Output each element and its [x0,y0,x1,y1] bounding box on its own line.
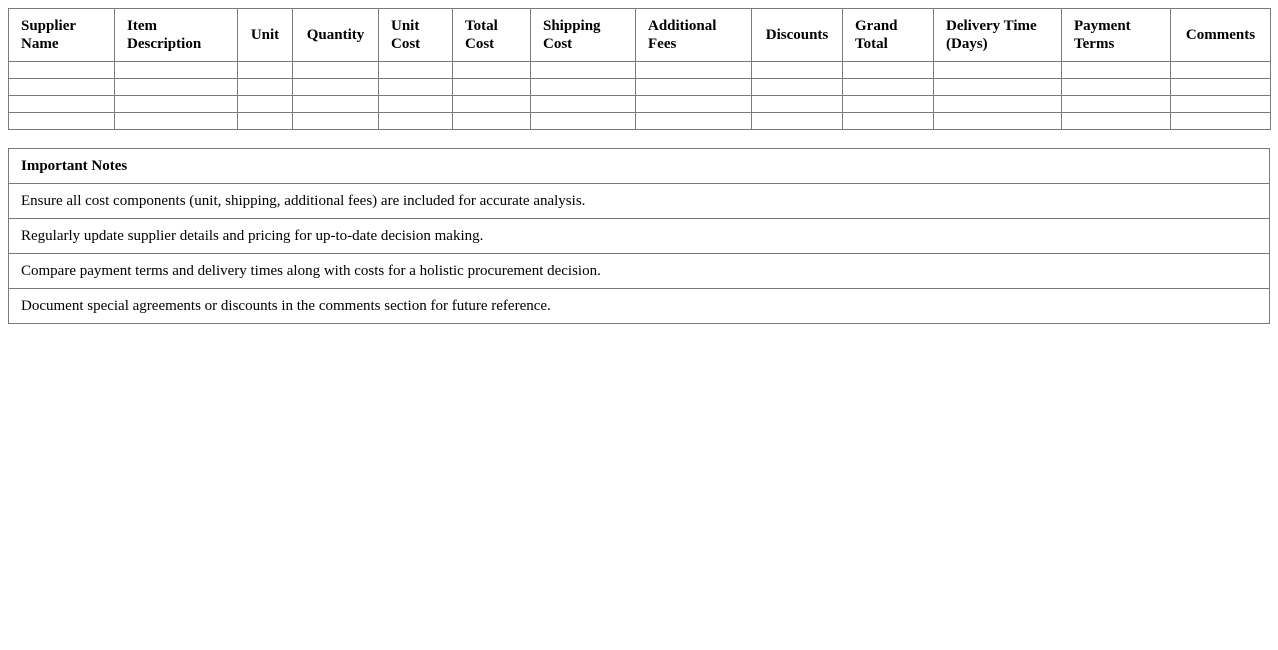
column-header-line: Cost [391,36,421,52]
column-header-line: Cost [543,36,573,52]
column-header [934,9,1062,62]
column-header-line: Unit [391,18,420,34]
table-cell[interactable] [1062,79,1171,96]
column-header [238,9,293,62]
column-header-line: Unit [250,27,280,43]
table-cell[interactable] [636,79,752,96]
note-item: Ensure all cost components (unit, shipping, additional fees) are included for accurate analysis. [9,184,1270,219]
table-cell[interactable] [636,96,752,113]
table-cell[interactable] [238,113,293,130]
column-header-line: Supplier [21,18,77,34]
table-cell[interactable] [293,96,379,113]
cost-comparison-table [8,8,1271,130]
table-cell[interactable] [238,96,293,113]
note-row [9,289,1270,324]
note-item: Compare payment terms and delivery times along with costs for a holistic procurement decision. [9,254,1270,289]
table-cell[interactable] [379,79,453,96]
note-row [9,254,1270,289]
table-row [9,96,1271,113]
column-header-line: Total [465,18,498,34]
column-header [1062,9,1171,62]
column-header-line: Total [855,36,888,52]
column-header [843,9,934,62]
table-cell[interactable] [531,113,636,130]
table-cell[interactable] [293,113,379,130]
table-cell[interactable] [115,113,238,130]
column-header [752,9,843,62]
table-cell[interactable] [934,96,1062,113]
column-header [293,9,379,62]
table-cell[interactable] [752,79,843,96]
column-header-line: Additional [648,18,717,34]
column-header-line: (Days) [946,36,988,52]
column-header-line: Comments [1185,27,1256,43]
table-cell[interactable] [934,79,1062,96]
table-cell[interactable] [293,62,379,79]
table-cell[interactable] [636,62,752,79]
column-header-line: Cost [465,36,495,52]
note-item: Document special agreements or discounts in the comments section for future reference. [9,289,1270,324]
table-cell[interactable] [9,79,115,96]
column-header-line: Terms [1074,36,1115,52]
column-header-line: Quantity [306,27,365,43]
table-body [9,62,1271,130]
table-cell[interactable] [9,96,115,113]
table-cell[interactable] [1062,96,1171,113]
column-header-line: Description [127,36,202,52]
table-cell[interactable] [379,62,453,79]
table-cell[interactable] [453,96,531,113]
column-header-line: Payment [1074,18,1131,34]
table-row [9,79,1271,96]
table-cell[interactable] [934,62,1062,79]
table-cell[interactable] [843,62,934,79]
table-cell[interactable] [934,113,1062,130]
table-cell[interactable] [379,113,453,130]
table-cell[interactable] [1062,62,1171,79]
table-cell[interactable] [1171,113,1271,130]
table-cell[interactable] [1062,113,1171,130]
table-cell[interactable] [115,79,238,96]
column-header [115,9,238,62]
column-header-line: Discounts [765,27,829,43]
table-cell[interactable] [453,113,531,130]
table-cell[interactable] [1171,62,1271,79]
table-cell[interactable] [843,113,934,130]
column-header-line: Name [21,36,59,52]
table-header-row [9,9,1271,62]
table-row [9,62,1271,79]
table-cell[interactable] [531,62,636,79]
note-item: Regularly update supplier details and pricing for up-to-date decision making. [9,219,1270,254]
table-cell[interactable] [9,113,115,130]
table-cell[interactable] [843,96,934,113]
column-header-line: Fees [648,36,677,52]
table-cell[interactable] [453,62,531,79]
column-header [9,9,115,62]
table-cell[interactable] [1171,96,1271,113]
note-row [9,184,1270,219]
table-cell[interactable] [379,96,453,113]
table-cell[interactable] [752,96,843,113]
table-cell[interactable] [752,62,843,79]
important-notes-table [8,148,1270,324]
table-cell[interactable] [531,79,636,96]
table-row [9,113,1271,130]
column-header-line: Grand [855,18,898,34]
note-row [9,219,1270,254]
table-cell[interactable] [293,79,379,96]
table-cell[interactable] [843,79,934,96]
column-header [379,9,453,62]
column-header-line: Shipping [543,18,601,34]
table-cell[interactable] [1171,79,1271,96]
column-header [1171,9,1271,62]
table-cell[interactable] [752,113,843,130]
table-cell[interactable] [238,79,293,96]
notes-title-row [9,149,1270,184]
notes-title: Important Notes [9,149,1270,184]
column-header [531,9,636,62]
column-header [453,9,531,62]
table-cell[interactable] [115,96,238,113]
table-cell[interactable] [115,62,238,79]
column-header-line: Item [127,18,157,34]
table-cell[interactable] [238,62,293,79]
table-cell[interactable] [453,79,531,96]
table-cell[interactable] [531,96,636,113]
column-header [636,9,752,62]
table-cell[interactable] [636,113,752,130]
table-cell[interactable] [9,62,115,79]
column-header-line: Delivery Time [946,18,1037,34]
